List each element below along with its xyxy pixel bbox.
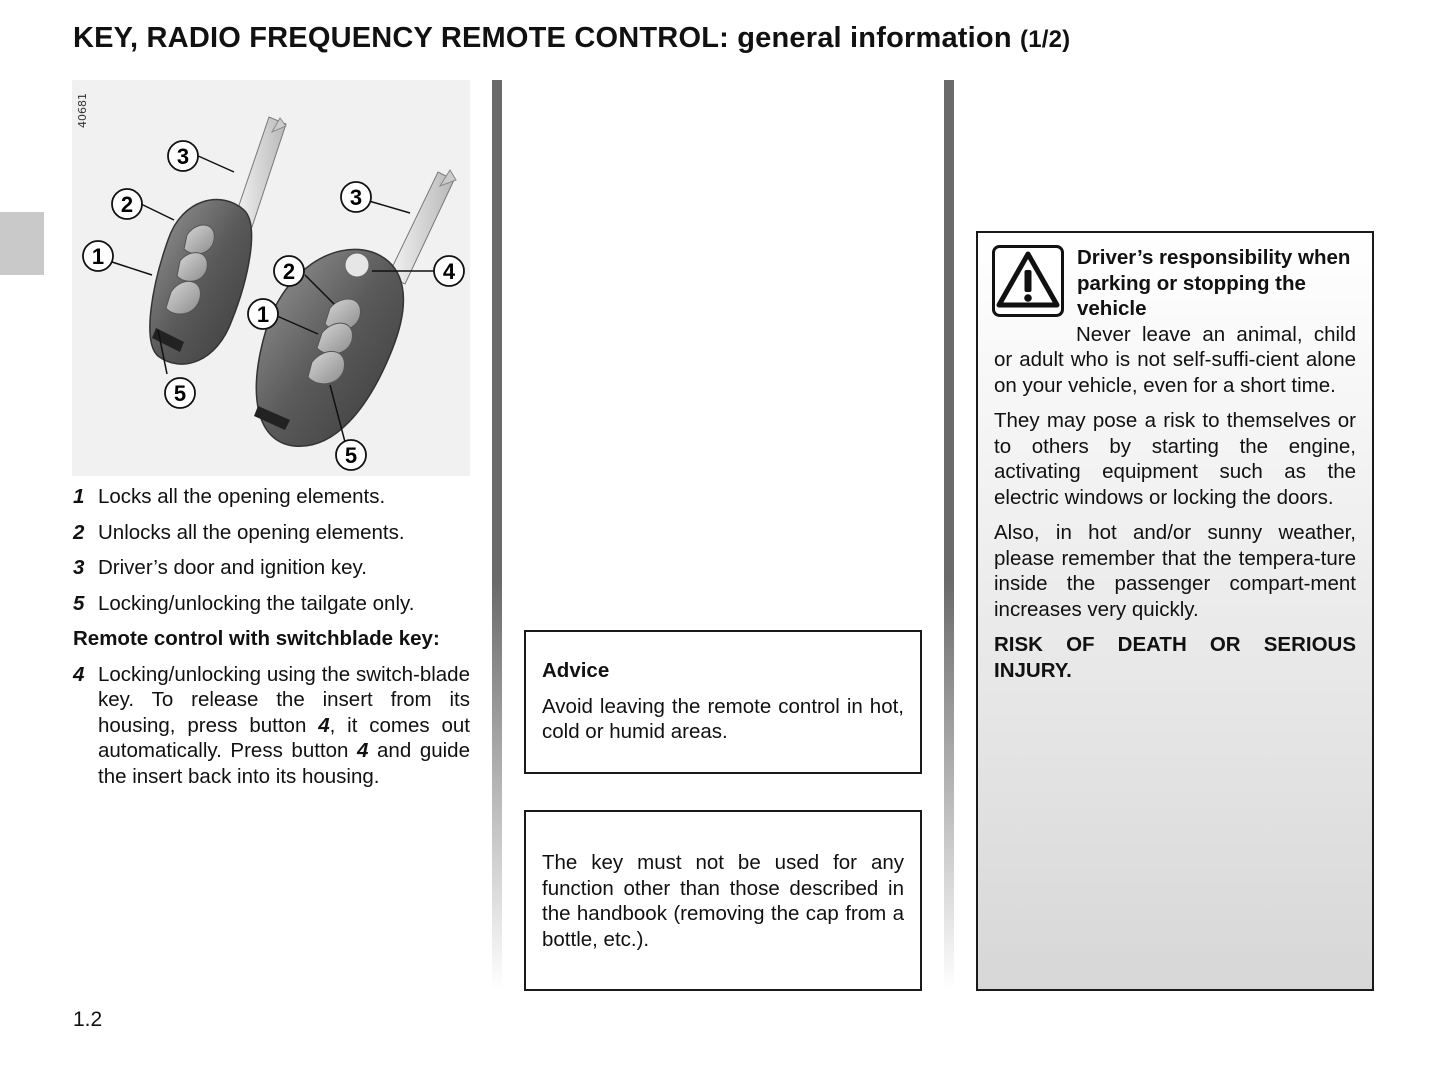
- warning-title: Driver’s responsibility when parking or stopping the vehicle: [1077, 246, 1351, 320]
- page-title: [73, 22, 1070, 55]
- ref-code: 40681: [76, 93, 89, 128]
- legend-num: 5: [73, 591, 85, 615]
- legend-text-part: , it comes out automatically. Press button: [98, 713, 470, 762]
- legend-num: 2: [73, 520, 85, 544]
- page-number: 1.2: [73, 1008, 103, 1031]
- legend-text: Unlocks all the opening elements.: [98, 520, 405, 544]
- key-usage-note: [524, 810, 922, 991]
- page-part: (1/2): [1020, 26, 1071, 53]
- key-illustration: [72, 80, 470, 476]
- advice-box: [524, 630, 922, 774]
- callout-3: 3: [349, 185, 363, 210]
- release-button: [345, 253, 369, 277]
- legend-text: [98, 662, 470, 790]
- callout-4: 4: [442, 259, 456, 284]
- warning-paragraph: Also, in hot and/or sunny weather, please remember that the tempera-ture inside the passenger compart-ment increases very quickly.: [994, 521, 1356, 621]
- legend-item: [73, 591, 470, 617]
- legend-text: Driver’s door and ignition key.: [98, 556, 367, 579]
- warning-paragraph: Never leave an animal, child or adult who is not self-suffi-cient alone on your vehicle, even for a short time.: [994, 322, 1356, 397]
- legend-num: 3: [73, 556, 85, 579]
- legend-item: [73, 662, 470, 790]
- legend-text: Locks all the opening elements.: [98, 485, 386, 508]
- legend-text-part: and guide the insert back into its housing.: [98, 739, 470, 788]
- column-rule: [492, 80, 502, 990]
- callout-1: 1: [91, 244, 105, 269]
- column-rule: [944, 80, 954, 990]
- callout-5: 5: [173, 381, 187, 406]
- inline-ref: 4: [357, 739, 369, 762]
- section-tab: [0, 212, 44, 275]
- legend-num: 1: [73, 485, 85, 508]
- legend-num: 4: [73, 662, 85, 686]
- warning-paragraph: They may pose a risk to themselves or to others by starting the engine, activating equipment such as the electric windows or locking the doors.: [994, 409, 1356, 509]
- warning-box: [976, 231, 1374, 991]
- advice-label: Advice: [542, 659, 610, 682]
- callout-2: 2: [120, 192, 134, 217]
- inline-ref: 4: [318, 713, 330, 737]
- legend-item: [73, 484, 470, 510]
- callout-3: 3: [176, 144, 190, 169]
- warning-triangle-icon: [992, 245, 1064, 317]
- callout-5: 5: [344, 443, 358, 468]
- legend-text: Locking/unlocking the tailgate only.: [98, 591, 415, 615]
- callout-1: 1: [256, 302, 270, 327]
- key-illustration-svg: [72, 80, 470, 476]
- risk-statement: RISK OF DEATH OR SERIOUS INJURY.: [994, 633, 1356, 682]
- legend-item: [73, 555, 470, 581]
- legend-text-part: Locking/unlocking using the switch-blade key. To release the insert from its housing, press button: [98, 662, 470, 737]
- page-title-text: KEY, RADIO FREQUENCY REMOTE CONTROL: general information: [73, 22, 1012, 54]
- key-usage-text: The key must not be used for any function other than those described in the handbook (removing the cap from a bottle, etc.).: [542, 851, 904, 951]
- callout-2: 2: [282, 259, 296, 284]
- advice-text: Avoid leaving the remote control in hot, cold or humid areas.: [542, 695, 904, 743]
- switchblade-heading: Remote control with switchblade key:: [73, 627, 440, 650]
- legend-item: [73, 520, 470, 546]
- key-legend: [73, 484, 470, 799]
